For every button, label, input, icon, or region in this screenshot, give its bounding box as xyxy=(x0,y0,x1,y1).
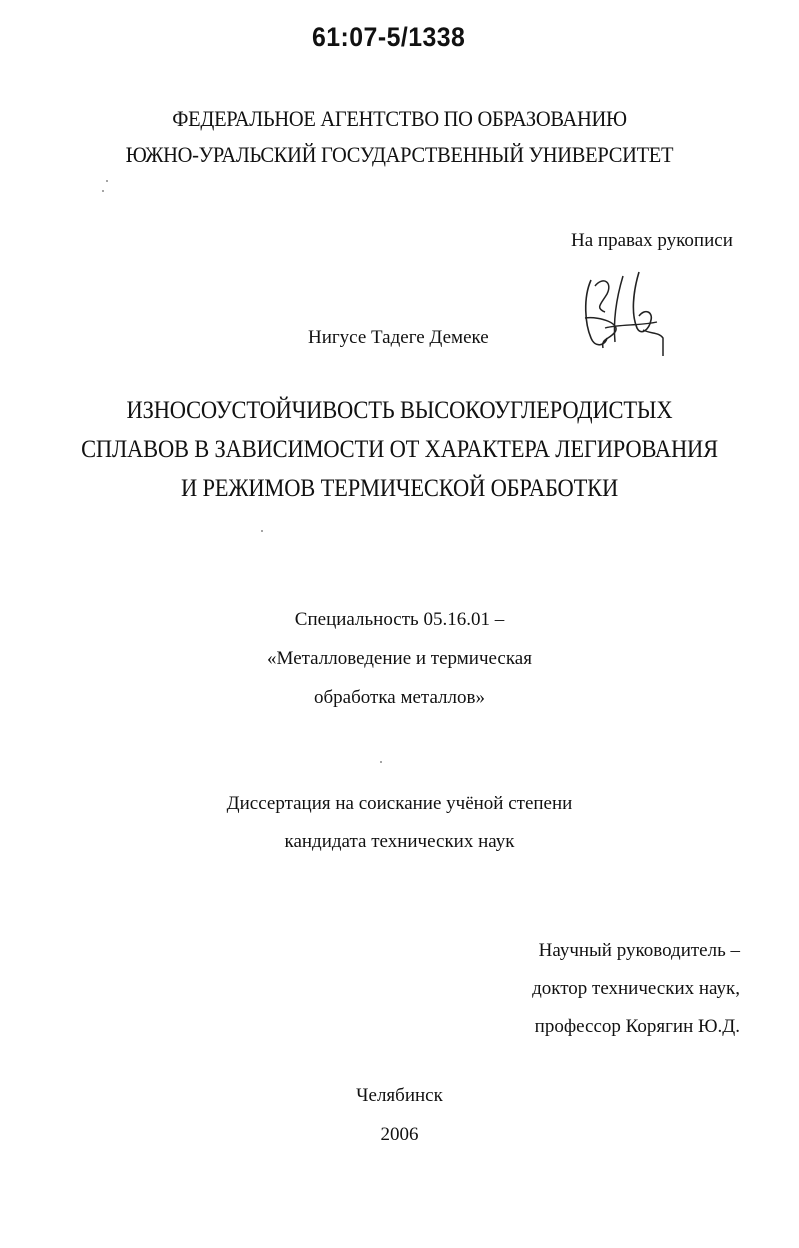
advisor-degree: доктор технических наук, xyxy=(532,978,740,999)
city: Челябинск xyxy=(356,1085,443,1106)
scan-speck xyxy=(380,761,382,763)
dissertation-title-line-1: ИЗНОСОУСТОЙЧИВОСТЬ ВЫСОКОУГЛЕРОДИСТЫХ xyxy=(126,397,673,424)
author-name: Нигусе Тадеге Демеке xyxy=(308,327,489,348)
handwritten-signature xyxy=(577,268,677,360)
specialty-name-line-2: обработка металлов» xyxy=(314,687,485,708)
specialty-name-line-1: «Металловедение и термическая xyxy=(267,648,532,669)
degree-line-2: кандидата технических наук xyxy=(284,831,515,852)
year: 2006 xyxy=(380,1124,419,1145)
advisor-role: Научный руководитель – xyxy=(538,940,740,961)
dissertation-title-line-2: СПЛАВОВ В ЗАВИСИМОСТИ ОТ ХАРАКТЕРА ЛЕГИРОВАНИЯ xyxy=(81,436,718,463)
manuscript-note: На правах рукописи xyxy=(571,230,733,251)
degree-line-1: Диссертация на соискание учёной степени xyxy=(226,793,573,814)
organization-university: ЮЖНО-УРАЛЬСКИЙ ГОСУДАРСТВЕННЫЙ УНИВЕРСИТЕТ xyxy=(125,142,674,167)
specialty-code: Специальность 05.16.01 – xyxy=(294,609,505,630)
advisor-name: профессор Корягин Ю.Д. xyxy=(534,1016,740,1037)
dissertation-title-line-3: И РЕЖИМОВ ТЕРМИЧЕСКОЙ ОБРАБОТКИ xyxy=(180,475,619,502)
scan-speck xyxy=(261,530,263,532)
scan-speck xyxy=(102,190,104,192)
catalog-number: 61:07-5/1338 xyxy=(312,22,466,52)
organization-agency: ФЕДЕРАЛЬНОЕ АГЕНТСТВО ПО ОБРАЗОВАНИЮ xyxy=(172,106,627,131)
scan-speck xyxy=(106,180,108,182)
